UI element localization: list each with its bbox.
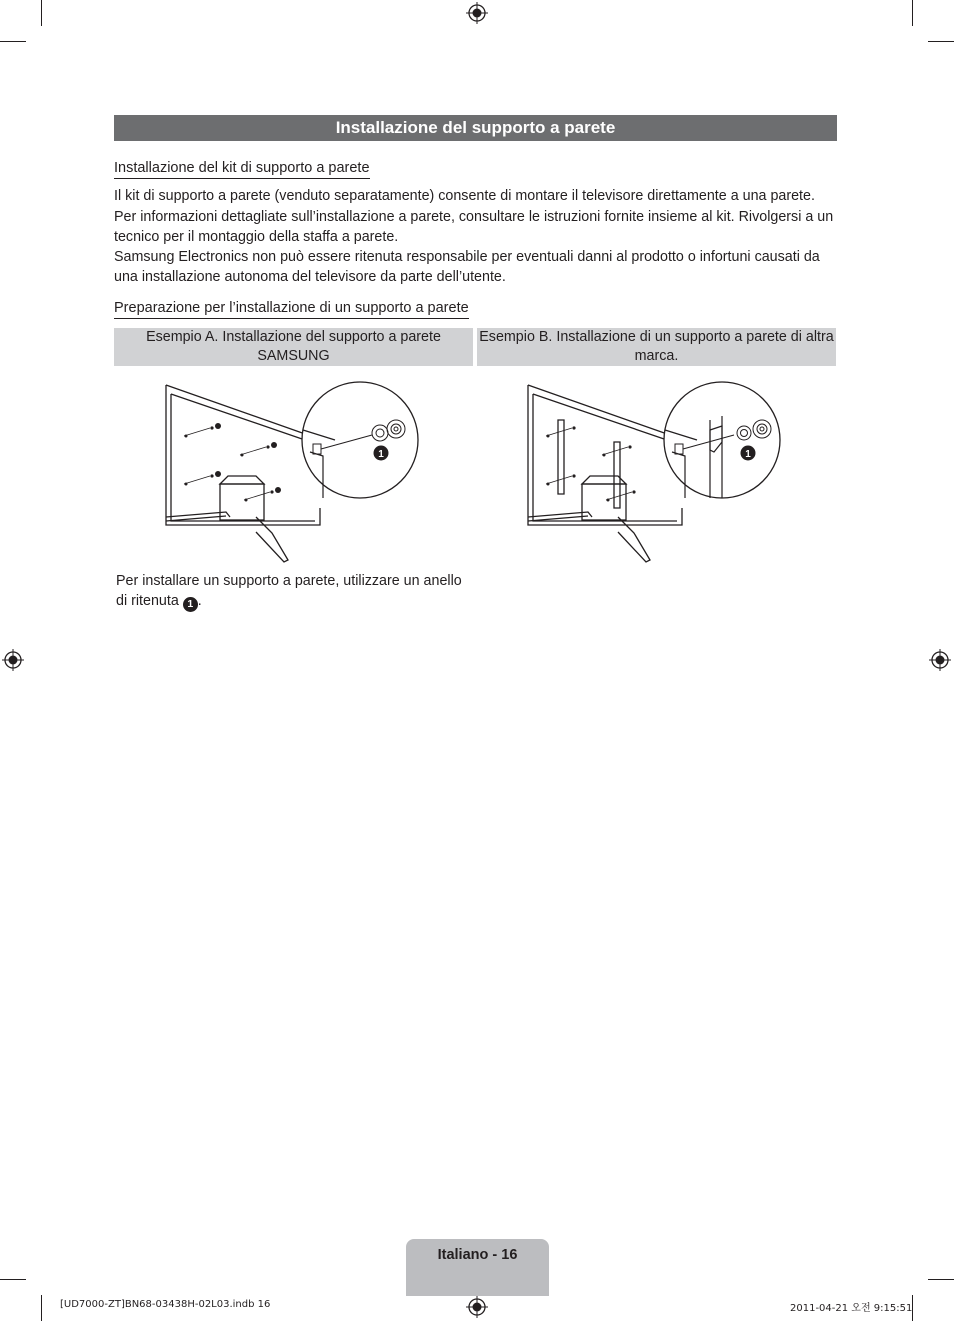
print-slug-timestamp: 2011-04-21 오전 9:15:51: [790, 1303, 913, 1314]
trim-mark: [0, 1279, 26, 1280]
example-a-header: [114, 328, 473, 366]
page-number-tab: [406, 1239, 549, 1296]
example-b-header: [477, 328, 836, 366]
caption-text: Per installare un supporto a parete, utilizzare un anello di ritenuta: [116, 573, 462, 609]
trim-mark: [912, 0, 913, 26]
registration-mark-icon: [2, 649, 24, 671]
caption-period: .: [197, 592, 202, 609]
tv-wall-mount-illustration-b: [522, 380, 787, 565]
subheading-preparation: Preparazione per l’installazione di un supporto a parete: [114, 299, 469, 319]
paragraph-liability-notice: Samsung Electronics non può essere ritenuta responsabile per eventuali danni al prodotto o infortuni causati da una installazione autonoma del televisore da parte dell’utente.: [114, 249, 820, 285]
trim-mark: [928, 41, 954, 42]
paragraph-kit-instructions: Per informazioni dettagliate sull’installazione a parete, consultare le istruzioni fornite insieme al kit. Rivolgersi a un tecnico per il montaggio della staffa a parete.: [114, 209, 834, 245]
page-number: Italiano - 16: [437, 1247, 518, 1263]
example-b-title: Esempio B. Installazione di un supporto a parete di altra marca.: [479, 329, 834, 364]
svg-text:1: 1: [745, 449, 751, 460]
section-title-banner: Installazione del supporto a parete: [114, 115, 837, 141]
svg-text:1: 1: [378, 449, 384, 460]
trim-mark: [928, 1279, 954, 1280]
subheading-kit-installation: Installazione del kit di supporto a parete: [114, 159, 370, 179]
registration-mark-icon: [466, 2, 488, 24]
trim-mark: [0, 41, 26, 42]
registration-mark-icon: [466, 1296, 488, 1318]
paragraph-kit-intro: Il kit di supporto a parete (venduto separatamente) consente di montare il televisore direttamente a una parete.: [114, 188, 815, 204]
retaining-ring-caption: [116, 572, 476, 612]
trim-mark: [41, 0, 42, 26]
retaining-ring-number-icon: 1: [183, 597, 198, 612]
tv-wall-mount-illustration-a: [160, 380, 425, 565]
trim-mark: [41, 1295, 42, 1321]
registration-mark-icon: [929, 649, 951, 671]
example-a-title: Esempio A. Installazione del supporto a parete SAMSUNG: [146, 329, 441, 364]
print-slug-filename: [UD7000-ZT]BN68-03438H-02L03.indb 16: [60, 1299, 271, 1310]
